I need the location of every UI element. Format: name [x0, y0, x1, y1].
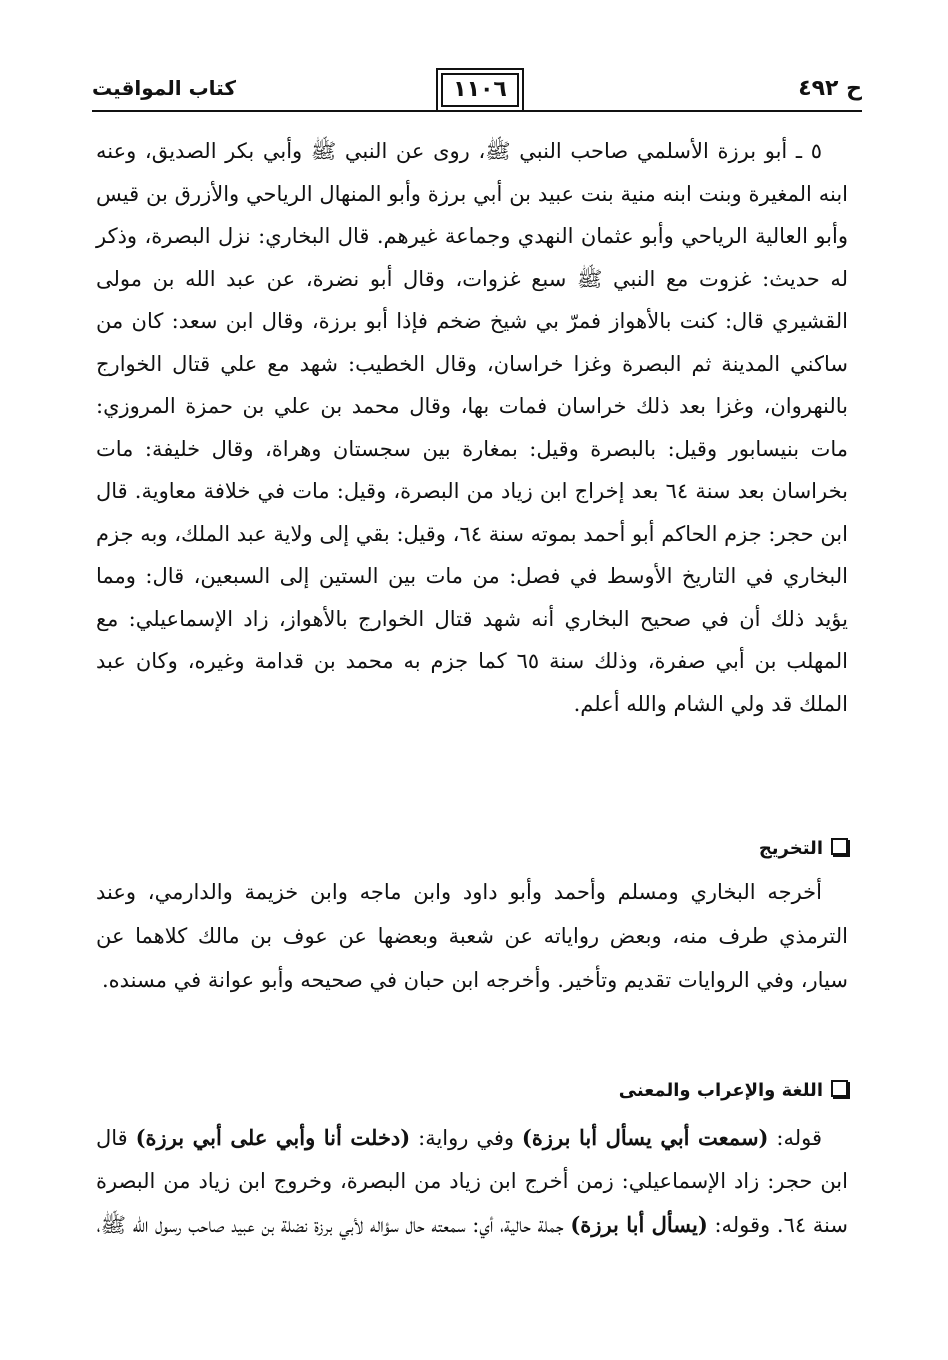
hadith-number: ح ٤٩٢ — [798, 76, 862, 101]
narrator-biography — [96, 130, 848, 725]
language-paragraph — [96, 1116, 848, 1247]
language-heading — [96, 1080, 848, 1101]
text-run: جملة حالية، أي: سمعته حال سؤاله لأبي برزة نضلة بن عبيد صاحب رسول الله ﷺ، — [96, 1213, 571, 1237]
text-run: قال ابن حجر: زاد الإسماعيلي: زمن أخرج ابن زياد من البصرة، وخروج ابن زياد من البصرة سنة ٦٤. وقوله: — [96, 1126, 848, 1237]
header-divider — [92, 110, 862, 112]
quoted-phrase: (دخلت أنا وأبي على أبي برزة) — [135, 1125, 411, 1150]
biography-paragraph: ٥ ـ أبو برزة الأسلمي صاحب النبي ﷺ، روى عن النبي ﷺ وأبي بكر الصديق، وعنه ابنه المغيرة وبنت ابنه منية بنت عبيد بن أبي برزة وأبو المنهال الرياحي والأزرق بن قيس وأبو العالية الرياحي وأبو عثمان النهدي وجماعة غيرهم. قال البخاري: نزل البصرة، وذكر له حديث: غزوت مع النبي ﷺ سبع غزوات، وقال أبو نضرة، عن عبد الله بن مولى القشيري قال: كنت بالأهواز فمرّ بي شيخ ضخم فإذا أبو برزة، وقال ابن سعد: كان من ساكني المدينة ثم البصرة وغزا خراسان، وقال الخطيب: شهد مع علي قتال الخوارج بالنهروان، وغزا بعد ذلك خراسان فمات بها، وقال محمد بن علي بن حمزة المروزي: مات بنيسابور وقيل: بالبصرة وقيل: بمغارة بين سجستان وهراة، وقال خليفة: مات بخراسان بعد سنة ٦٤ بعد إخراج ابن زياد من البصرة، وقيل: مات في خلافة معاوية. قال ابن حجر: جزم الحاكم أبو أحمد بموته سنة ٦٤، وقيل: بقي إلى ولاية عبد الملك، وبه جزم البخاري في التاريخ الأوسط في فصل: من مات بين الستين إلى السبعين، قال: ومما يؤيد ذلك أن في صحيح البخاري أنه شهد قتال الخوارج بالأهواز، زاد الإسماعيلي: مع المهلب بن أبي صفرة، وذلك سنة ٦٥ كما جزم به محمد بن قدامة وغيره، وكان عبد الملك قد ولي الشام والله أعلم. — [96, 139, 849, 716]
page-header — [92, 68, 862, 112]
quoted-phrase: (سمعت أبي يسأل أبا برزة) — [521, 1125, 769, 1150]
page-number: ١١٠٦ — [436, 68, 524, 112]
language-heading-label: اللغة والإعراب والمعنى — [618, 1080, 823, 1101]
takhrij-heading — [96, 838, 848, 859]
text-run: وفي رواية: — [410, 1126, 522, 1150]
book-title: كتاب المواقيت — [92, 76, 236, 100]
section-box-icon — [831, 1080, 848, 1097]
takhrij-heading-label: التخريج — [758, 838, 823, 859]
language-section — [96, 1116, 848, 1247]
takhrij-paragraph: أخرجه البخاري ومسلم وأحمد وأبو داود وابن ماجه وابن خزيمة والدارمي، وعند الترمذي طرف منه، وبعض رواياته عن شعبة وبعضها عن عوف بن مالك كلاهما عن سيار، وفي الروايات تقديم وتأخير. وأخرجه ابن حبان في صحيحه وأبو عوانة في مسنده. — [96, 880, 848, 992]
quoted-phrase: (يسأل أبا برزة) — [570, 1212, 708, 1237]
takhrij-section — [96, 870, 848, 1002]
text-run: قوله: — [768, 1126, 823, 1150]
section-box-icon — [831, 838, 848, 855]
